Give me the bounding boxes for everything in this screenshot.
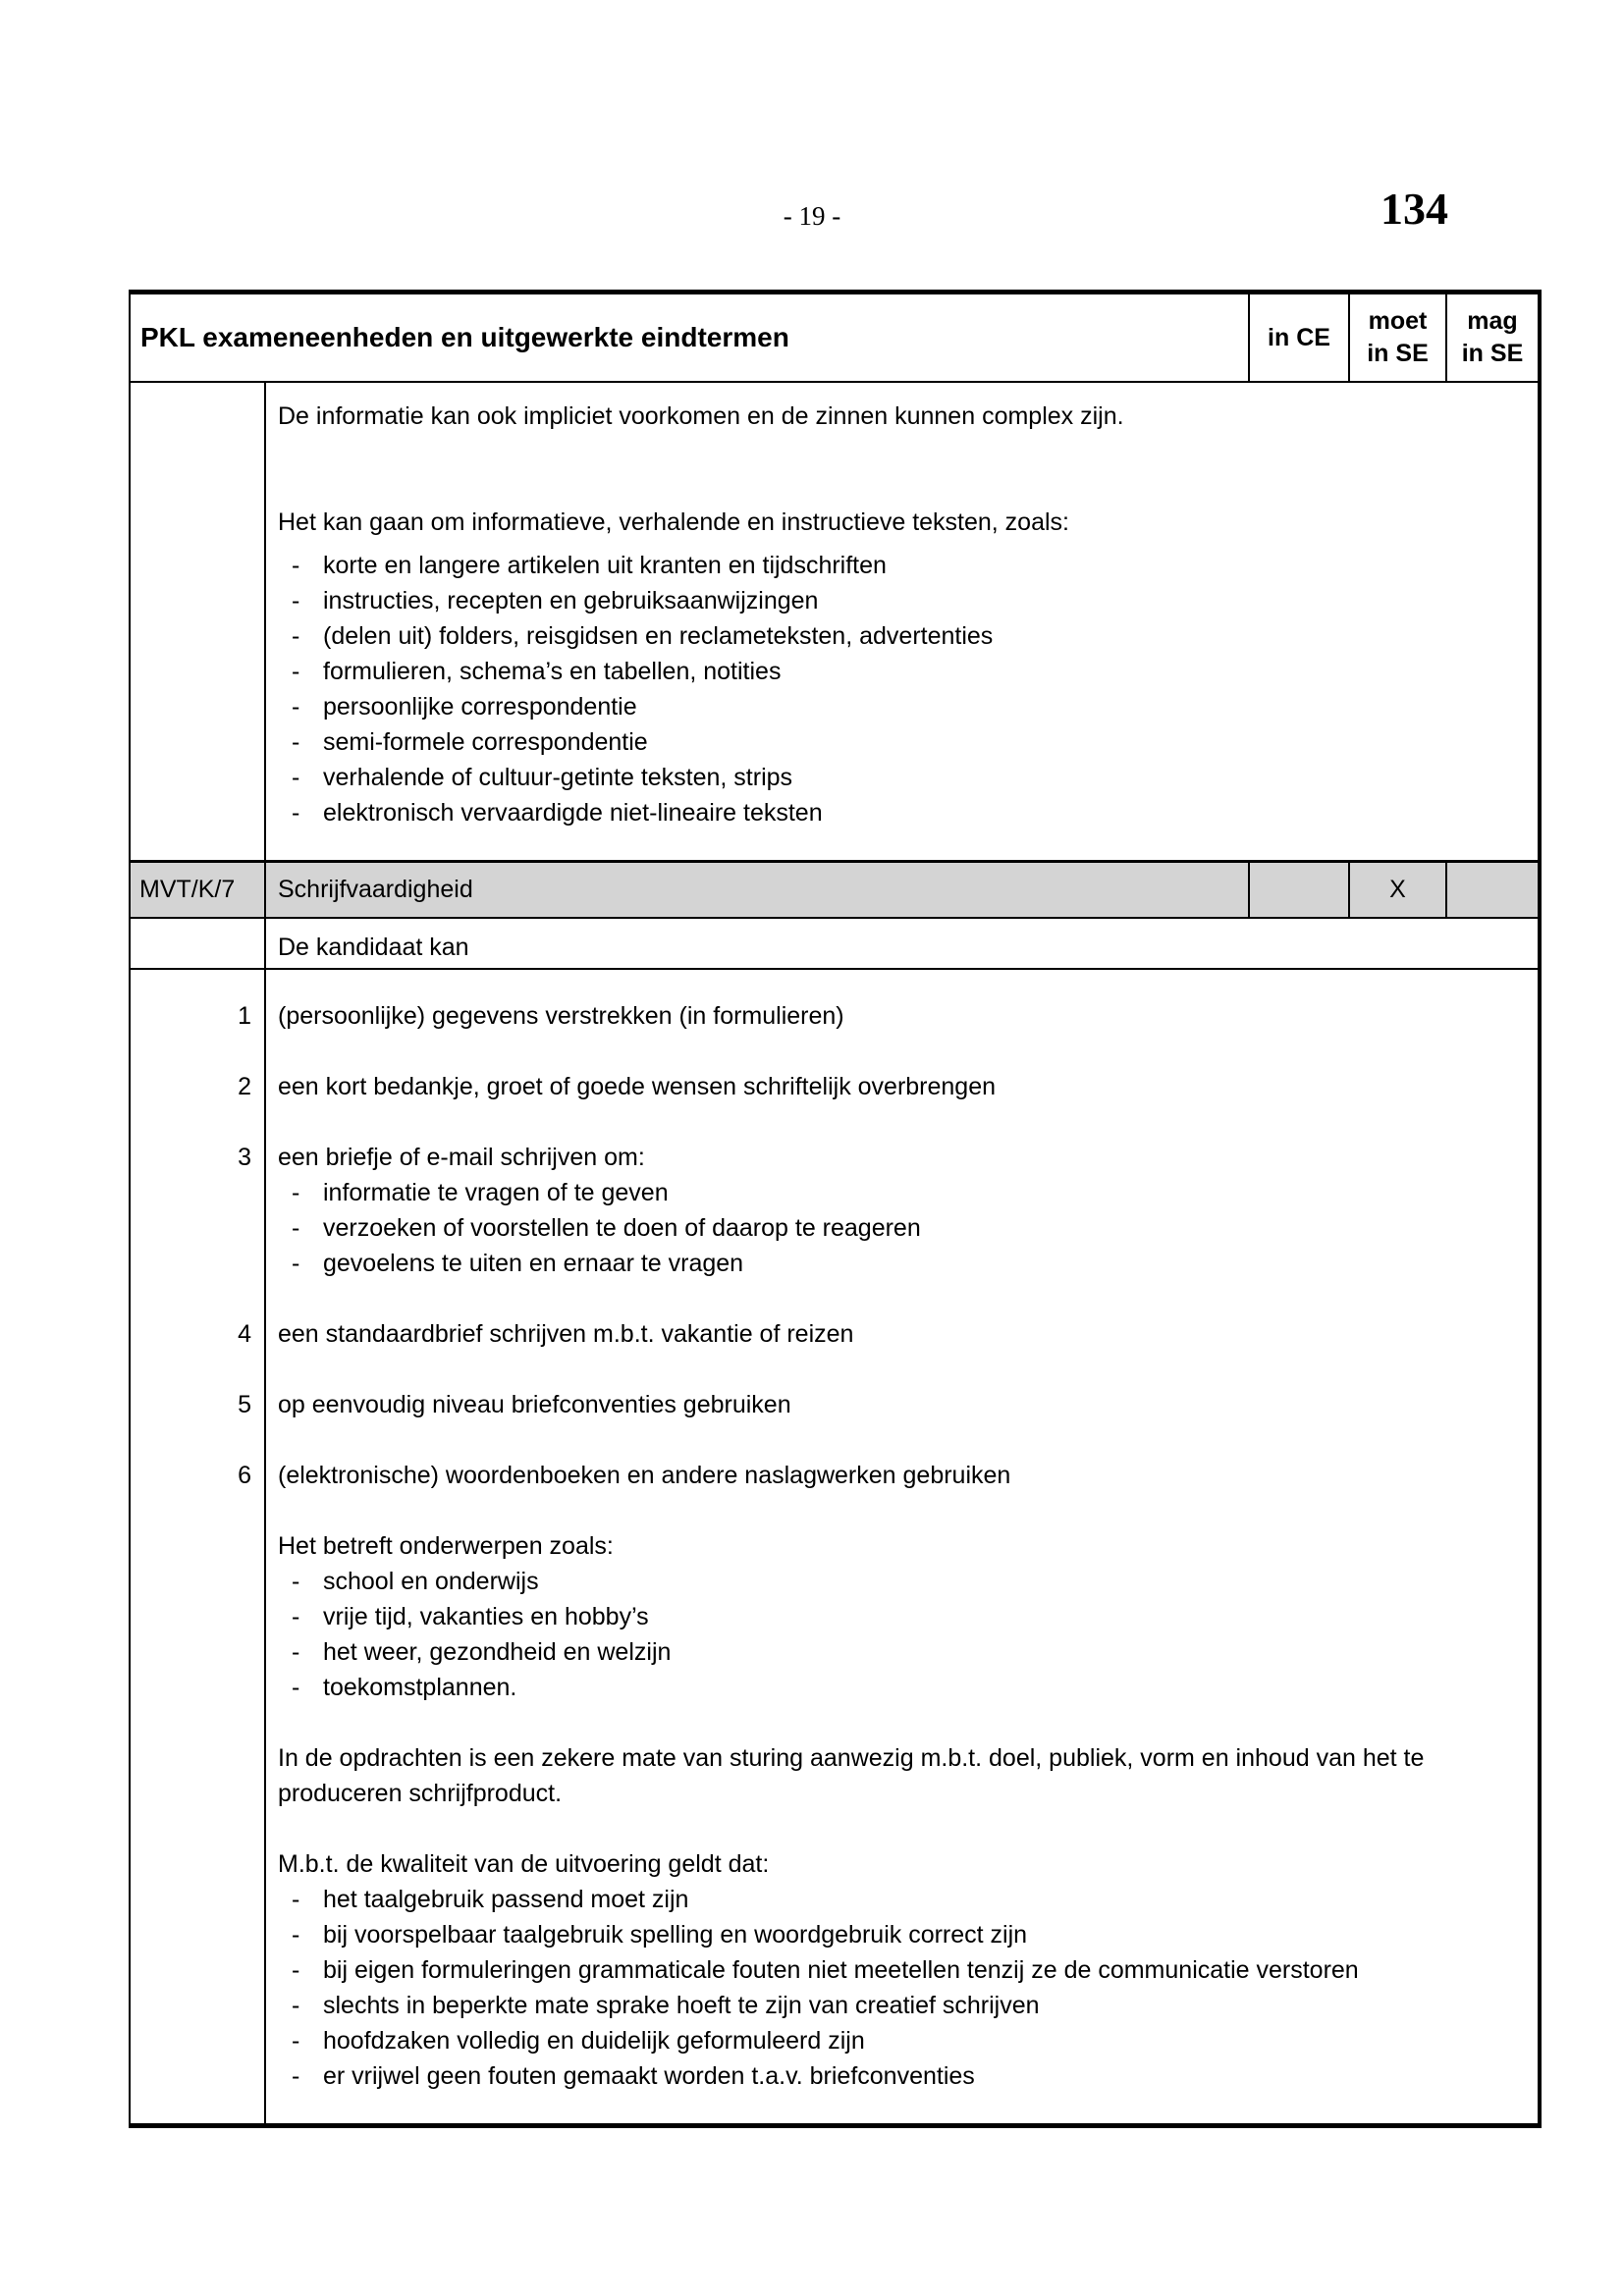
dash-bullet-marker — [292, 1564, 323, 1599]
endterm-number: 6 — [131, 1458, 266, 1528]
exam-units-table — [129, 290, 1542, 2128]
dash-bullet-marker — [292, 1210, 323, 1246]
kandidaat-code-cell — [131, 919, 266, 968]
list-item-text: instructies, recepten en gebruiksaanwijzingen — [323, 587, 819, 614]
endterm-number: 4 — [131, 1316, 266, 1387]
endterm-body — [266, 1316, 1538, 1387]
list-item-text: informatie te vragen of te geven — [323, 1179, 669, 1206]
list-item-text: er vrijwel geen fouten gemaakt worden t.a.v. briefconventies — [323, 2062, 975, 2090]
dash-bullet-marker — [292, 618, 323, 654]
list-item — [278, 548, 1528, 583]
endterm-text: (persoonlijke) gegevens verstrekken (in formulieren) — [278, 1002, 844, 1030]
list-item-text: school en onderwijs — [323, 1568, 539, 1595]
list-item — [278, 583, 1528, 618]
endterm-section — [131, 970, 1538, 2123]
list-item — [278, 1670, 1528, 1705]
dash-bullet-marker — [292, 795, 323, 830]
list-item — [278, 1210, 1528, 1246]
endterm-text: op eenvoudig niveau briefconventies gebruiken — [278, 1391, 791, 1418]
onderwerpen-code-cell — [131, 1528, 266, 1740]
dash-bullet-marker — [292, 654, 323, 689]
dash-bullet-marker — [292, 2058, 323, 2094]
list-item-text: gevoelens te uiten en ernaar te vragen — [323, 1250, 744, 1277]
intro-row — [131, 383, 1538, 860]
dash-bullet-marker — [292, 1599, 323, 1634]
table-header-row — [131, 294, 1538, 383]
dash-bullet-marker — [292, 1988, 323, 2023]
list-item — [278, 689, 1528, 724]
section-mag-in-se-value — [1445, 863, 1538, 917]
endterm-number: 3 — [131, 1140, 266, 1316]
section-row-mvt-k-7 — [131, 860, 1538, 919]
endterm-text: een briefje of e-mail schrijven om: — [278, 1144, 645, 1171]
list-item — [278, 1175, 1528, 1210]
kwaliteit-code-cell — [131, 1846, 266, 2094]
endterm-body — [266, 1387, 1538, 1458]
endterm-number: 1 — [131, 970, 266, 1069]
opdrachten-code-cell — [131, 1740, 266, 1846]
list-item — [278, 1246, 1528, 1281]
list-item — [278, 1564, 1528, 1599]
dash-bullet-marker — [292, 548, 323, 583]
dash-bullet-marker — [292, 1882, 323, 1917]
kwaliteit-intro: M.b.t. de kwaliteit van de uitvoering geldt dat: — [278, 1850, 770, 1878]
list-item-text: persoonlijke correspondentie — [323, 693, 637, 721]
dash-bullet-marker — [292, 1246, 323, 1281]
list-item — [278, 1988, 1528, 2023]
list-item-text: slechts in beperkte mate sprake hoeft te zijn van creatief schrijven — [323, 1992, 1040, 2019]
intro-code-cell — [131, 383, 266, 860]
endterm-item-row — [131, 970, 1538, 1069]
list-item-text: het taalgebruik passend moet zijn — [323, 1886, 689, 1913]
kwaliteit-row — [131, 1846, 1538, 2094]
list-item — [278, 760, 1528, 795]
list-item-text: het weer, gezondheid en welzijn — [323, 1638, 672, 1666]
kandidaat-text: De kandidaat kan — [278, 934, 469, 961]
list-item — [278, 1882, 1528, 1917]
endterm-text: een standaardbrief schrijven m.b.t. vakantie of reizen — [278, 1320, 854, 1348]
dash-bullet-marker — [292, 724, 323, 760]
endterm-body — [266, 1140, 1538, 1316]
endterm-text: een kort bedankje, groet of goede wensen schriftelijk overbrengen — [278, 1073, 997, 1100]
header-col-moet-in-se: moet in SE — [1348, 294, 1445, 381]
endterm-sub-bullets — [278, 1175, 1528, 1281]
endterm-number: 2 — [131, 1069, 266, 1140]
section-moet-in-se-value: X — [1348, 863, 1445, 917]
endterm-text: (elektronische) woordenboeken en andere naslagwerken gebruiken — [278, 1462, 1011, 1489]
intro-body-cell — [266, 383, 1538, 860]
intro-paragraph-1: De informatie kan ook impliciet voorkomen en de zinnen kunnen complex zijn. — [278, 402, 1124, 430]
endterm-item-list — [131, 970, 1538, 1528]
intro-paragraph-2: Het kan gaan om informatieve, verhalende en instructieve teksten, zoals: — [278, 508, 1069, 536]
dash-bullet-marker — [292, 1175, 323, 1210]
list-item — [278, 1952, 1528, 1988]
list-item — [278, 795, 1528, 830]
onderwerpen-row — [131, 1528, 1538, 1740]
endterm-body — [266, 1458, 1538, 1528]
filler-row — [131, 2094, 1538, 2123]
list-item-text: elektronisch vervaardigde niet-lineaire teksten — [323, 799, 823, 827]
dash-bullet-marker — [292, 583, 323, 618]
list-item — [278, 654, 1528, 689]
list-item-text: bij eigen formuleringen grammaticale fouten niet meetellen tenzij ze de communicatie verstoren — [323, 1956, 1359, 1984]
dash-bullet-marker — [292, 689, 323, 724]
dash-bullet-marker — [292, 760, 323, 795]
endterm-item-row — [131, 1458, 1538, 1528]
kandidaat-row — [131, 919, 1538, 970]
intro-bullet-list — [278, 548, 1528, 830]
header-col-in-ce: in CE — [1248, 294, 1348, 381]
list-item-text: hoofdzaken volledig en duidelijk geformuleerd zijn — [323, 2027, 865, 2055]
onderwerpen-bullet-list — [278, 1564, 1528, 1705]
list-item — [278, 1917, 1528, 1952]
list-item-text: verzoeken of voorstellen te doen of daarop te reageren — [323, 1214, 921, 1242]
list-item-text: formulieren, schema’s en tabellen, notities — [323, 658, 782, 685]
dash-bullet-marker — [292, 1917, 323, 1952]
section-title: Schrijfvaardigheid — [278, 876, 473, 903]
page-number: - 19 - — [783, 201, 841, 231]
dash-bullet-marker — [292, 1634, 323, 1670]
endterm-item-row — [131, 1387, 1538, 1458]
list-item-text: verhalende of cultuur-getinte teksten, strips — [323, 764, 793, 791]
endterm-item-row — [131, 1140, 1538, 1316]
onderwerpen-body — [266, 1528, 1538, 1740]
dash-bullet-marker — [292, 1952, 323, 1988]
section-in-ce-value — [1248, 863, 1348, 917]
list-item — [278, 618, 1528, 654]
opdrachten-body — [266, 1740, 1538, 1846]
list-item-text: vrije tijd, vakanties en hobby’s — [323, 1603, 649, 1630]
filler-code-cell — [131, 2094, 266, 2123]
list-item-text: toekomstplannen. — [323, 1674, 517, 1701]
list-item — [278, 724, 1528, 760]
filler-body-cell — [266, 2094, 1538, 2123]
onderwerpen-intro: Het betreft onderwerpen zoals: — [278, 1532, 614, 1560]
kwaliteit-body — [266, 1846, 1538, 2094]
section-code: MVT/K/7 — [131, 863, 266, 917]
corner-page-number: 134 — [1380, 184, 1448, 234]
list-item — [278, 2023, 1528, 2058]
opdrachten-text: In de opdrachten is een zekere mate van sturing aanwezig m.b.t. doel, publiek, vorm en inhoud van het te produceren schrijfproduct. — [278, 1744, 1425, 1807]
list-item-text: korte en langere artikelen uit kranten en tijdschriften — [323, 552, 887, 579]
header-title: PKL exameneenheden en uitgewerkte eindtermen — [140, 322, 789, 352]
list-item — [278, 2058, 1528, 2094]
endterm-item-row — [131, 1069, 1538, 1140]
dash-bullet-marker — [292, 1670, 323, 1705]
list-item-text: bij voorspelbaar taalgebruik spelling en woordgebruik correct zijn — [323, 1921, 1028, 1949]
dash-bullet-marker — [292, 2023, 323, 2058]
list-item-text: (delen uit) folders, reisgidsen en reclameteksten, advertenties — [323, 622, 994, 650]
header-col-mag-in-se: mag in SE — [1445, 294, 1538, 381]
opdrachten-row — [131, 1740, 1538, 1846]
endterm-item-row — [131, 1316, 1538, 1387]
list-item — [278, 1634, 1528, 1670]
endterm-number: 5 — [131, 1387, 266, 1458]
endterm-body — [266, 1069, 1538, 1140]
kwaliteit-bullet-list — [278, 1882, 1528, 2094]
list-item-text: semi-formele correspondentie — [323, 728, 648, 756]
endterm-body — [266, 970, 1538, 1069]
list-item — [278, 1599, 1528, 1634]
